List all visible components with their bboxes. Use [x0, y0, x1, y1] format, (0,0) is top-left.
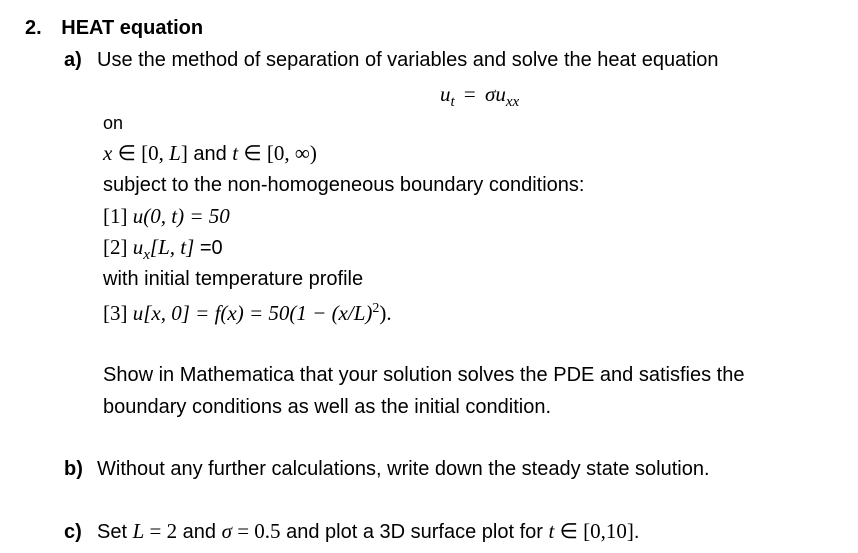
- part-a-label: a): [64, 49, 82, 71]
- show-text-line-2: boundary conditions as well as the initial condition.: [103, 396, 552, 418]
- part-a-text: Use the method of separation of variables and solve the heat equation: [97, 49, 719, 71]
- heat-equation: $u_t = \sigma u_{xx}$: [440, 82, 520, 110]
- part-b-text: Without any further calculations, write down the steady state solution.: [97, 458, 710, 480]
- on-text: on: [103, 113, 124, 133]
- initial-condition: [3] u[x, $0] = f(x) = 50(1 - (x/L)^2)$.: [103, 301, 392, 325]
- part-c: c) Set L = 2 and σ = 0.5 and plot a 3D surface plot for t ∈ [0,10].: [64, 519, 640, 543]
- part-a-intro: [64, 48, 719, 72]
- boundary-condition-2: [2] $u_x[L$, t] =0: [103, 235, 223, 263]
- part-b: [64, 457, 710, 481]
- show-text-line-1: Show in Mathematica that your solution solves the PDE and satisfies the: [103, 364, 745, 386]
- problem-title: HEAT equation: [61, 17, 204, 39]
- initial-profile-text: with initial temperature profile: [103, 268, 364, 290]
- domain-line: x ∈ [0, L] and t ∈ [0, ∞): [103, 141, 317, 165]
- part-c-label: c): [64, 521, 82, 543]
- part-b-label: b): [64, 458, 83, 480]
- subject-text: subject to the non-homogeneous boundary conditions:: [103, 174, 585, 196]
- problem-heading: [25, 16, 203, 40]
- boundary-condition-1: [1] u(0, t) = 50: [103, 204, 230, 228]
- problem-number: 2.: [25, 17, 42, 39]
